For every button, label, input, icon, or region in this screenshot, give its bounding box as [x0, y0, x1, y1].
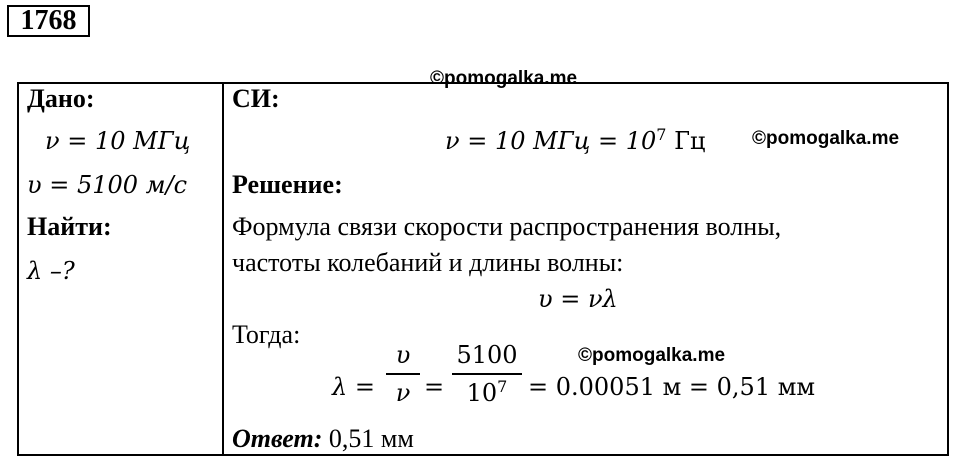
si-heading: СИ:	[232, 84, 280, 113]
then-label: Тогда:	[232, 320, 301, 349]
calc-lambda: λ =	[332, 373, 375, 401]
solution-text-line2: частоты колебаний и длины волны:	[232, 248, 624, 277]
find-heading: Найти:	[27, 212, 112, 241]
wave-formula: υ = νλ	[538, 285, 618, 313]
watermark-right: ©pomogalka.me	[752, 128, 900, 149]
fraction2-denominator: $10^7$	[466, 377, 508, 407]
watermark-middle: ©pomogalka.me	[578, 345, 726, 366]
fraction-values	[452, 340, 522, 408]
answer-label: Ответ:	[232, 424, 323, 453]
fraction2-numerator: 5100	[456, 341, 518, 369]
calc-result: = 0.00051 м = 0,51 мм	[528, 373, 816, 401]
si-conversion: ν = 10 МГц = $10^7$ Гц	[445, 125, 706, 155]
watermark-top: ©pomogalka.me	[430, 68, 578, 89]
solution-text-line1: Формула связи скорости распространения волны,	[232, 212, 782, 241]
problem-number: 1768	[7, 5, 90, 37]
find-wavelength: λ –?	[27, 257, 75, 285]
given-speed: υ = 5100 м/с	[27, 171, 188, 199]
solution-heading: Решение:	[232, 170, 343, 199]
fraction-speed-over-frequency	[386, 340, 420, 408]
calc-equals: =	[424, 373, 445, 401]
fraction1-denominator: ν	[395, 379, 411, 407]
answer-value: 0,51 мм	[322, 424, 414, 453]
column-divider	[222, 82, 224, 456]
answer	[232, 424, 414, 454]
given-frequency: ν = 10 МГц	[45, 127, 191, 155]
given-heading: Дано:	[27, 84, 95, 113]
fraction1-numerator: υ	[395, 341, 411, 369]
